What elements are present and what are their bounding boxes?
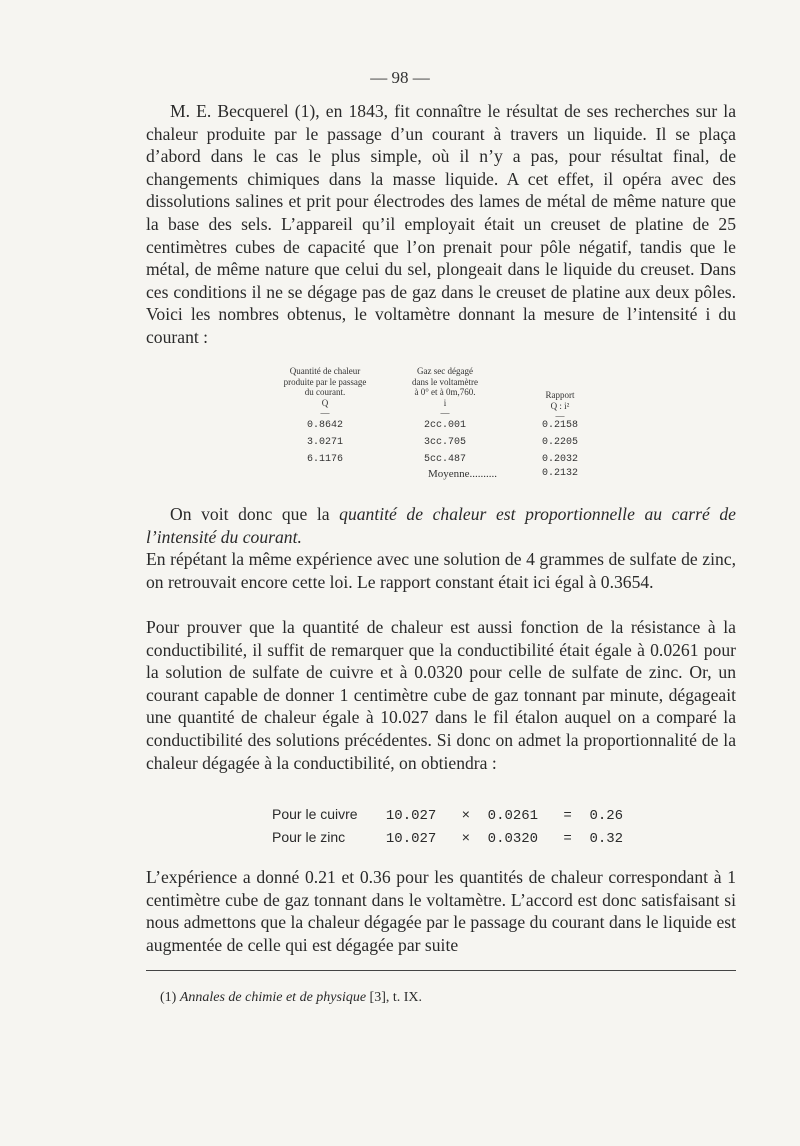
col2-head-line: Gaz sec dégagé xyxy=(417,366,473,376)
moyenne-value: 0.2132 xyxy=(541,468,578,479)
col1-head-line: Quantité de chaleur xyxy=(289,366,361,376)
col1-head-line: du courant. xyxy=(304,387,346,397)
paragraph2-emphasis: quantité de chaleur est proportionnelle au carré de l’intensité du courant. xyxy=(146,504,736,547)
equals-sign: = xyxy=(563,806,572,822)
col2-head-line: à 0° et à 0m,760. xyxy=(414,387,476,397)
formula-factor-b: 0.0261 xyxy=(487,808,539,824)
formula-factor-a: 10.027 xyxy=(385,808,437,824)
table-col-gas-header xyxy=(390,366,500,419)
cell-ratio: 0.2205 xyxy=(541,437,578,448)
paragraph2-text: On voit donc que la xyxy=(170,504,340,524)
formula-label: Pour le cuivre xyxy=(272,806,358,822)
footnote xyxy=(160,990,422,1006)
footnote-marker: (1) xyxy=(160,990,180,1005)
equals-sign: = xyxy=(563,829,572,845)
paragraph-experiment: L’expérience a donné 0.21 et 0.36 pour les quantités de chaleur correspondant à 1 centimètre cube de gaz tonnant dans le voltamètre. L’accord est donc satisfaisant si nous admettons que la chaleur dégagée par le passage du courant dans le liquide est augmentée de celle qui est dégagée par suite xyxy=(146,867,736,955)
moyenne-label: Moyenne.......... xyxy=(428,468,498,480)
table-col-heat-header xyxy=(280,366,370,419)
paragraph-conclusion xyxy=(146,503,736,548)
col3-head-line: Rapport xyxy=(545,390,575,400)
col2-head-line: dans le voltamètre xyxy=(412,376,478,387)
cell-gas: 3cc.705 xyxy=(423,437,466,448)
col3-head-symbol: Q : i² xyxy=(550,400,570,411)
formula-label: Pour le zinc xyxy=(272,829,346,845)
col3-dash: — xyxy=(555,411,565,421)
times-sign: × xyxy=(461,806,470,822)
col2-dash: — xyxy=(440,408,450,418)
times-sign: × xyxy=(461,829,470,845)
paragraph-intro: M. E. Becquerel (1), en 1843, fit connaître le résultat de ses recherches sur la chaleur produite par le passage d’un courant à travers un liquide. Il se plaça d’abord dans le cas le plus simple, où il n’y a pas, pour résultat final, de changements chimiques dans la masse liquide. A cet effet, il opéra avec des dissolutions salines et prit pour électrodes des lames de métal de même nature que la base des sels. L’appareil qu’il employait était un creuset de platine de 25 centimètres cubes de capacité que l’on prenait pour pôle négatif, tandis que le métal, de même nature que celui du sel, plongeait dans le liquide du creuset. Dans ces conditions il ne se dégage pas de gaz dans le creuset de platine aux deux pôles. Voici les nombres obtenus, le voltamètre donnant la mesure de l’intensité i du courant : xyxy=(146,101,736,347)
cell-ratio: 0.2032 xyxy=(541,454,578,465)
formula-factor-b: 0.0320 xyxy=(487,831,539,847)
paragraph-zinc: En répétant la même expérience avec une solution de 4 grammes de sulfate de zinc, on retrouvait encore cette loi. Le rapport constant était ici égal à 0.3654. xyxy=(146,549,736,592)
footnote-ref: [3], t. IX. xyxy=(366,990,423,1005)
col1-dash: — xyxy=(320,408,330,418)
col1-head-line: produite par le passage xyxy=(283,376,367,387)
formula-zinc xyxy=(272,829,647,847)
formula-result: 0.32 xyxy=(589,831,624,847)
formula-factor-a: 10.027 xyxy=(385,831,437,847)
cell-ratio: 0.2158 xyxy=(541,420,578,431)
page-number: — 98 — xyxy=(370,68,430,87)
cell-gas: 5cc.487 xyxy=(423,454,466,465)
footnote-divider xyxy=(146,970,736,971)
cell-heat: 0.8642 xyxy=(306,420,343,431)
cell-gas: 2cc.001 xyxy=(423,420,466,431)
formula-result: 0.26 xyxy=(589,808,624,824)
col2-head-symbol: i xyxy=(443,397,447,408)
paragraph-resistance: Pour prouver que la quantité de chaleur est aussi fonction de la résistance à la conductibilité, il suffit de remarquer que la conductibilité était égale à 0.0261 pour la solution de sulfate de cuivre et à 0.0320 pour celle de sulfate de zinc. Or, un courant capable de donner 1 centimètre cube de gaz tonnant par minute, dégageait une quantité de chaleur égale à 10.027 dans le fil étalon auquel on a comparé la conductibilité des solutions précédentes. Si donc on admet la proportionnalité de la chaleur dégagée à la conductibilité, on obtiendra : xyxy=(146,617,736,773)
footnote-journal: Annales de chimie et de physique xyxy=(179,990,367,1005)
col1-head-symbol: Q xyxy=(321,397,329,408)
table-col-ratio-header xyxy=(530,390,590,422)
cell-heat: 3.0271 xyxy=(306,437,343,448)
formula-cuivre xyxy=(272,806,647,824)
cell-heat: 6.1176 xyxy=(306,454,343,465)
